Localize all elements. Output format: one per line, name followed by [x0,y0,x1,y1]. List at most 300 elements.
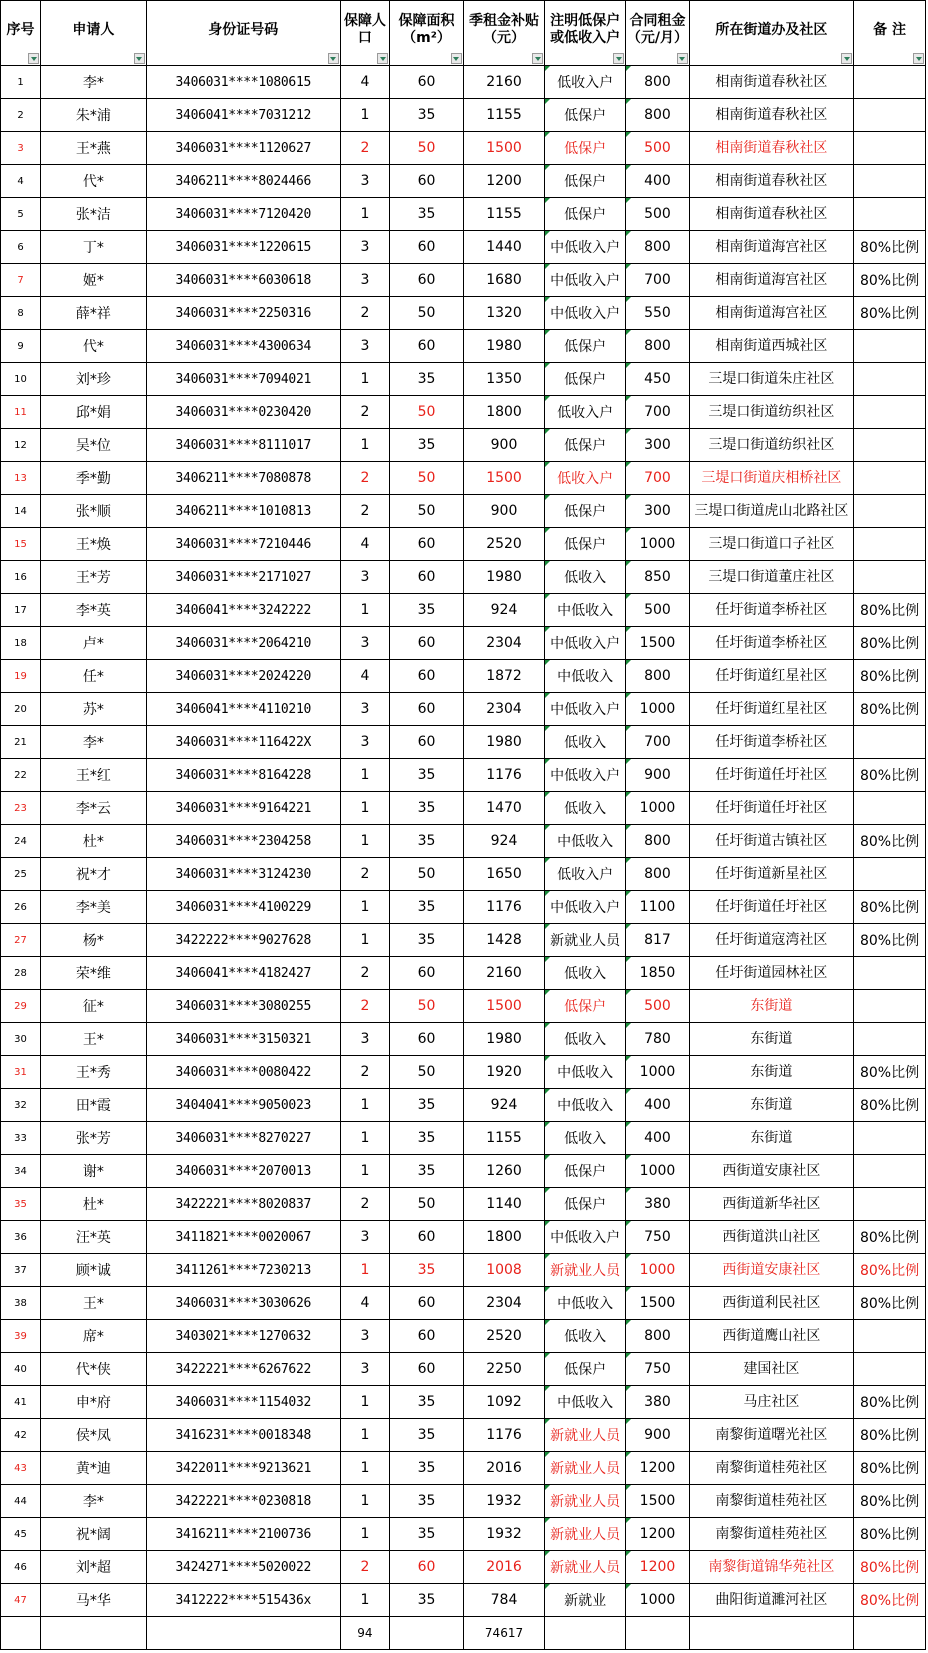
cell-sub[interactable]: 1092 [463,1386,544,1419]
cell-id[interactable]: 3406211****8024466 [146,165,340,198]
cell-area[interactable]: 60 [390,957,464,990]
cell-no[interactable]: 33 [1,1122,41,1155]
cell-sub[interactable]: 900 [463,495,544,528]
cell-name[interactable]: 邱*娟 [41,396,147,429]
cell-pop[interactable]: 1 [340,759,389,792]
cell-id[interactable]: 3406031****3080255 [146,990,340,1023]
cell-note[interactable] [854,66,926,99]
cell-id[interactable]: 3406031****2250316 [146,297,340,330]
cell-name[interactable]: 汪*英 [41,1221,147,1254]
cell-pop[interactable]: 1 [340,891,389,924]
cell-addr[interactable]: 任圩街道寇湾社区 [689,924,853,957]
cell-cat[interactable]: 低保户 [545,132,626,165]
cell-no[interactable]: 12 [1,429,41,462]
total-cell[interactable] [626,1617,690,1650]
cell-note[interactable]: 80%比例 [854,1287,926,1320]
cell-name[interactable]: 荣*维 [41,957,147,990]
cell-no[interactable]: 10 [1,363,41,396]
total-cell[interactable] [854,1617,926,1650]
cell-rent[interactable]: 1500 [626,627,690,660]
cell-name[interactable]: 祝*才 [41,858,147,891]
cell-pop[interactable]: 1 [340,1254,389,1287]
cell-rent[interactable]: 800 [626,825,690,858]
cell-id[interactable]: 3406041****7031212 [146,99,340,132]
cell-name[interactable]: 征* [41,990,147,1023]
cell-id[interactable]: 3422222****9027628 [146,924,340,957]
cell-name[interactable]: 任* [41,660,147,693]
cell-name[interactable]: 薛*祥 [41,297,147,330]
cell-rent[interactable]: 1000 [626,528,690,561]
cell-addr[interactable]: 曲阳街道濉河社区 [689,1584,853,1617]
cell-pop[interactable]: 1 [340,1386,389,1419]
cell-id[interactable]: 3406041****4110210 [146,693,340,726]
cell-area[interactable]: 35 [390,1386,464,1419]
cell-cat[interactable]: 中低收入户 [545,759,626,792]
cell-no[interactable]: 28 [1,957,41,990]
cell-area[interactable]: 35 [390,198,464,231]
cell-rent[interactable]: 1200 [626,1551,690,1584]
cell-name[interactable]: 吴*位 [41,429,147,462]
cell-note[interactable]: 80%比例 [854,627,926,660]
cell-id[interactable]: 3403021****1270632 [146,1320,340,1353]
cell-no[interactable]: 24 [1,825,41,858]
cell-area[interactable]: 60 [390,66,464,99]
cell-addr[interactable]: 任圩街道园林社区 [689,957,853,990]
cell-sub[interactable]: 1440 [463,231,544,264]
cell-addr[interactable]: 任圩街道李桥社区 [689,627,853,660]
filter-dropdown-icon[interactable] [613,53,624,64]
cell-addr[interactable]: 相南街道春秋社区 [689,99,853,132]
total-cell[interactable] [545,1617,626,1650]
cell-addr[interactable]: 东街道 [689,1056,853,1089]
cell-pop[interactable]: 1 [340,924,389,957]
cell-name[interactable]: 李* [41,726,147,759]
total-cell[interactable] [390,1617,464,1650]
cell-name[interactable]: 李*英 [41,594,147,627]
cell-no[interactable]: 9 [1,330,41,363]
cell-cat[interactable]: 低保户 [545,330,626,363]
cell-sub[interactable]: 1176 [463,1419,544,1452]
cell-id[interactable]: 3406031****1120627 [146,132,340,165]
cell-note[interactable]: 80%比例 [854,1254,926,1287]
cell-rent[interactable]: 300 [626,429,690,462]
cell-note[interactable] [854,858,926,891]
cell-sub[interactable]: 1500 [463,990,544,1023]
cell-addr[interactable]: 三堤口街道口子社区 [689,528,853,561]
total-cell[interactable] [146,1617,340,1650]
cell-addr[interactable]: 相南街道春秋社区 [689,165,853,198]
cell-rent[interactable]: 900 [626,759,690,792]
cell-note[interactable]: 80%比例 [854,1452,926,1485]
cell-rent[interactable]: 380 [626,1188,690,1221]
cell-pop[interactable]: 3 [340,330,389,363]
cell-rent[interactable]: 700 [626,726,690,759]
cell-pop[interactable]: 3 [340,1023,389,1056]
cell-name[interactable]: 张*洁 [41,198,147,231]
cell-no[interactable]: 42 [1,1419,41,1452]
cell-rent[interactable]: 750 [626,1221,690,1254]
cell-sub[interactable]: 1680 [463,264,544,297]
cell-no[interactable]: 13 [1,462,41,495]
cell-cat[interactable]: 低收入 [545,561,626,594]
cell-pop[interactable]: 2 [340,396,389,429]
cell-pop[interactable]: 1 [340,1518,389,1551]
cell-pop[interactable]: 3 [340,1353,389,1386]
cell-rent[interactable]: 500 [626,594,690,627]
cell-id[interactable]: 3412222****515436x [146,1584,340,1617]
cell-addr[interactable]: 三堤口街道庆相桥社区 [689,462,853,495]
cell-cat[interactable]: 低保户 [545,528,626,561]
cell-addr[interactable]: 西街道洪山社区 [689,1221,853,1254]
cell-area[interactable]: 35 [390,429,464,462]
cell-sub[interactable]: 1470 [463,792,544,825]
cell-area[interactable]: 60 [390,1221,464,1254]
cell-note[interactable] [854,462,926,495]
cell-note[interactable] [854,1188,926,1221]
cell-cat[interactable]: 低保户 [545,429,626,462]
cell-addr[interactable]: 南黎街道桂苑社区 [689,1518,853,1551]
cell-no[interactable]: 5 [1,198,41,231]
cell-pop[interactable]: 1 [340,198,389,231]
cell-sub[interactable]: 2304 [463,1287,544,1320]
cell-pop[interactable]: 1 [340,1485,389,1518]
cell-area[interactable]: 60 [390,693,464,726]
cell-area[interactable]: 35 [390,1485,464,1518]
cell-note[interactable]: 80%比例 [854,231,926,264]
cell-name[interactable]: 刘*超 [41,1551,147,1584]
cell-pop[interactable]: 3 [340,264,389,297]
cell-cat[interactable]: 中低收入 [545,660,626,693]
cell-area[interactable]: 35 [390,363,464,396]
cell-cat[interactable]: 中低收入户 [545,627,626,660]
cell-id[interactable]: 3406031****9164221 [146,792,340,825]
cell-pop[interactable]: 1 [340,594,389,627]
total-pop[interactable]: 94 [340,1617,389,1650]
cell-rent[interactable]: 450 [626,363,690,396]
cell-note[interactable] [854,99,926,132]
cell-cat[interactable]: 中低收入户 [545,1221,626,1254]
cell-note[interactable] [854,528,926,561]
total-cell[interactable] [1,1617,41,1650]
cell-pop[interactable]: 4 [340,1287,389,1320]
cell-sub[interactable]: 924 [463,1089,544,1122]
cell-no[interactable]: 46 [1,1551,41,1584]
cell-area[interactable]: 50 [390,1056,464,1089]
cell-rent[interactable]: 800 [626,858,690,891]
cell-rent[interactable]: 800 [626,99,690,132]
cell-pop[interactable]: 2 [340,297,389,330]
cell-id[interactable]: 3404041****9050023 [146,1089,340,1122]
cell-no[interactable]: 36 [1,1221,41,1254]
filter-dropdown-icon[interactable] [377,53,388,64]
filter-dropdown-icon[interactable] [532,53,543,64]
cell-sub[interactable]: 1980 [463,726,544,759]
cell-cat[interactable]: 低收入 [545,1122,626,1155]
cell-cat[interactable]: 中低收入 [545,1386,626,1419]
cell-cat[interactable]: 低保户 [545,198,626,231]
cell-addr[interactable]: 南黎街道曙光社区 [689,1419,853,1452]
cell-pop[interactable]: 2 [340,462,389,495]
cell-no[interactable]: 15 [1,528,41,561]
cell-addr[interactable]: 任圩街道任圩社区 [689,792,853,825]
cell-cat[interactable]: 低收入 [545,1023,626,1056]
cell-rent[interactable]: 780 [626,1023,690,1056]
cell-rent[interactable]: 800 [626,660,690,693]
cell-cat[interactable]: 低收入户 [545,66,626,99]
cell-cat[interactable]: 新就业人员 [545,1518,626,1551]
cell-no[interactable]: 31 [1,1056,41,1089]
cell-sub[interactable]: 1800 [463,396,544,429]
cell-id[interactable]: 3406031****0230420 [146,396,340,429]
cell-note[interactable]: 80%比例 [854,1584,926,1617]
cell-area[interactable]: 60 [390,726,464,759]
cell-area[interactable]: 50 [390,990,464,1023]
cell-cat[interactable]: 低保户 [545,99,626,132]
cell-id[interactable]: 3406031****8164228 [146,759,340,792]
cell-addr[interactable]: 东街道 [689,990,853,1023]
cell-note[interactable]: 80%比例 [854,297,926,330]
cell-sub[interactable]: 900 [463,429,544,462]
cell-cat[interactable]: 低保户 [545,1353,626,1386]
cell-addr[interactable]: 相南街道海宫社区 [689,264,853,297]
cell-sub[interactable]: 1800 [463,1221,544,1254]
cell-no[interactable]: 2 [1,99,41,132]
cell-addr[interactable]: 南黎街道锦华苑社区 [689,1551,853,1584]
cell-note[interactable]: 80%比例 [854,1089,926,1122]
cell-cat[interactable]: 低收入户 [545,462,626,495]
cell-cat[interactable]: 中低收入 [545,825,626,858]
cell-cat[interactable]: 新就业 [545,1584,626,1617]
cell-id[interactable]: 3411821****0020067 [146,1221,340,1254]
cell-name[interactable]: 杜* [41,1188,147,1221]
cell-cat[interactable]: 新就业人员 [545,1254,626,1287]
filter-dropdown-icon[interactable] [134,53,145,64]
filter-dropdown-icon[interactable] [913,53,924,64]
cell-id[interactable]: 3406031****3030626 [146,1287,340,1320]
cell-id[interactable]: 3416231****0018348 [146,1419,340,1452]
cell-id[interactable]: 3406031****1080615 [146,66,340,99]
cell-area[interactable]: 60 [390,1551,464,1584]
cell-id[interactable]: 3422221****6267622 [146,1353,340,1386]
cell-cat[interactable]: 中低收入 [545,1056,626,1089]
cell-pop[interactable]: 1 [340,429,389,462]
cell-sub[interactable]: 2304 [463,627,544,660]
cell-id[interactable]: 3406031****6030618 [146,264,340,297]
cell-cat[interactable]: 中低收入户 [545,264,626,297]
cell-id[interactable]: 3422221****8020837 [146,1188,340,1221]
cell-name[interactable]: 王*芳 [41,561,147,594]
cell-name[interactable]: 苏* [41,693,147,726]
cell-name[interactable]: 王*秀 [41,1056,147,1089]
cell-area[interactable]: 50 [390,495,464,528]
cell-id[interactable]: 3406031****2304258 [146,825,340,858]
cell-rent[interactable]: 700 [626,462,690,495]
cell-cat[interactable]: 新就业人员 [545,924,626,957]
cell-rent[interactable]: 800 [626,231,690,264]
cell-area[interactable]: 50 [390,297,464,330]
cell-no[interactable]: 4 [1,165,41,198]
cell-no[interactable]: 32 [1,1089,41,1122]
filter-dropdown-icon[interactable] [328,53,339,64]
cell-note[interactable]: 80%比例 [854,825,926,858]
cell-area[interactable]: 60 [390,330,464,363]
cell-pop[interactable]: 1 [340,1452,389,1485]
cell-note[interactable]: 80%比例 [854,1386,926,1419]
cell-id[interactable]: 3406031****0080422 [146,1056,340,1089]
cell-addr[interactable]: 任圩街道新星社区 [689,858,853,891]
cell-no[interactable]: 37 [1,1254,41,1287]
cell-name[interactable]: 李* [41,66,147,99]
cell-note[interactable]: 80%比例 [854,1485,926,1518]
total-cell[interactable] [689,1617,853,1650]
cell-note[interactable]: 80%比例 [854,264,926,297]
cell-addr[interactable]: 相南街道海宫社区 [689,297,853,330]
cell-no[interactable]: 21 [1,726,41,759]
cell-id[interactable]: 3406031****4100229 [146,891,340,924]
cell-area[interactable]: 60 [390,1320,464,1353]
cell-pop[interactable]: 3 [340,231,389,264]
cell-no[interactable]: 35 [1,1188,41,1221]
cell-note[interactable] [854,330,926,363]
cell-sub[interactable]: 1320 [463,297,544,330]
cell-id[interactable]: 3406031****7094021 [146,363,340,396]
cell-addr[interactable]: 任圩街道李桥社区 [689,726,853,759]
cell-sub[interactable]: 1140 [463,1188,544,1221]
cell-note[interactable]: 80%比例 [854,1551,926,1584]
cell-name[interactable]: 席* [41,1320,147,1353]
cell-name[interactable]: 王*燕 [41,132,147,165]
cell-no[interactable]: 18 [1,627,41,660]
cell-id[interactable]: 3416211****2100736 [146,1518,340,1551]
cell-sub[interactable]: 1176 [463,759,544,792]
cell-area[interactable]: 35 [390,594,464,627]
cell-cat[interactable]: 低收入 [545,726,626,759]
filter-dropdown-icon[interactable] [677,53,688,64]
cell-sub[interactable]: 1920 [463,1056,544,1089]
cell-name[interactable]: 李*云 [41,792,147,825]
cell-note[interactable]: 80%比例 [854,1419,926,1452]
cell-addr[interactable]: 任圩街道任圩社区 [689,891,853,924]
cell-addr[interactable]: 东街道 [689,1023,853,1056]
cell-cat[interactable]: 低收入 [545,957,626,990]
cell-sub[interactable]: 1932 [463,1518,544,1551]
cell-area[interactable]: 35 [390,99,464,132]
cell-note[interactable] [854,132,926,165]
cell-addr[interactable]: 三堤口街道朱庄社区 [689,363,853,396]
cell-cat[interactable]: 新就业人员 [545,1485,626,1518]
cell-area[interactable]: 50 [390,396,464,429]
cell-no[interactable]: 41 [1,1386,41,1419]
cell-sub[interactable]: 1980 [463,330,544,363]
cell-sub[interactable]: 1155 [463,99,544,132]
cell-addr[interactable]: 任圩街道李桥社区 [689,594,853,627]
cell-sub[interactable]: 784 [463,1584,544,1617]
cell-no[interactable]: 7 [1,264,41,297]
cell-cat[interactable]: 低收入户 [545,396,626,429]
cell-name[interactable]: 王*红 [41,759,147,792]
cell-note[interactable] [854,429,926,462]
cell-cat[interactable]: 低收入户 [545,858,626,891]
cell-addr[interactable]: 相南街道春秋社区 [689,132,853,165]
cell-cat[interactable]: 中低收入户 [545,231,626,264]
cell-pop[interactable]: 2 [340,858,389,891]
cell-sub[interactable]: 1260 [463,1155,544,1188]
cell-area[interactable]: 60 [390,231,464,264]
cell-addr[interactable]: 东街道 [689,1122,853,1155]
cell-pop[interactable]: 3 [340,1320,389,1353]
cell-name[interactable]: 杨* [41,924,147,957]
cell-no[interactable]: 19 [1,660,41,693]
cell-cat[interactable]: 中低收入 [545,1287,626,1320]
cell-area[interactable]: 50 [390,132,464,165]
cell-rent[interactable]: 700 [626,396,690,429]
cell-pop[interactable]: 1 [340,1122,389,1155]
cell-no[interactable]: 22 [1,759,41,792]
cell-no[interactable]: 16 [1,561,41,594]
cell-sub[interactable]: 2520 [463,528,544,561]
cell-no[interactable]: 1 [1,66,41,99]
cell-rent[interactable]: 750 [626,1353,690,1386]
cell-area[interactable]: 60 [390,528,464,561]
cell-pop[interactable]: 1 [340,825,389,858]
cell-no[interactable]: 44 [1,1485,41,1518]
cell-cat[interactable]: 低保户 [545,990,626,1023]
cell-rent[interactable]: 850 [626,561,690,594]
cell-no[interactable]: 11 [1,396,41,429]
cell-cat[interactable]: 低收入 [545,792,626,825]
cell-sub[interactable]: 1650 [463,858,544,891]
cell-name[interactable]: 李* [41,1485,147,1518]
cell-addr[interactable]: 西街道安康社区 [689,1155,853,1188]
cell-id[interactable]: 3422221****0230818 [146,1485,340,1518]
cell-note[interactable] [854,561,926,594]
cell-sub[interactable]: 2160 [463,66,544,99]
cell-rent[interactable]: 800 [626,330,690,363]
cell-sub[interactable]: 1500 [463,132,544,165]
cell-note[interactable]: 80%比例 [854,759,926,792]
cell-no[interactable]: 6 [1,231,41,264]
cell-rent[interactable]: 1200 [626,1452,690,1485]
cell-cat[interactable]: 中低收入户 [545,693,626,726]
cell-id[interactable]: 3406041****4182427 [146,957,340,990]
cell-rent[interactable]: 700 [626,264,690,297]
cell-note[interactable] [854,990,926,1023]
cell-area[interactable]: 60 [390,660,464,693]
cell-note[interactable] [854,957,926,990]
cell-id[interactable]: 3406211****1010813 [146,495,340,528]
cell-cat[interactable]: 低收入 [545,1320,626,1353]
cell-area[interactable]: 35 [390,792,464,825]
cell-sub[interactable]: 1155 [463,1122,544,1155]
cell-id[interactable]: 3424271****5020022 [146,1551,340,1584]
cell-rent[interactable]: 500 [626,198,690,231]
cell-pop[interactable]: 2 [340,1551,389,1584]
cell-no[interactable]: 30 [1,1023,41,1056]
cell-sub[interactable]: 1155 [463,198,544,231]
cell-sub[interactable]: 2160 [463,957,544,990]
cell-rent[interactable]: 1500 [626,1485,690,1518]
cell-pop[interactable]: 2 [340,132,389,165]
cell-cat[interactable]: 低保户 [545,1155,626,1188]
cell-area[interactable]: 35 [390,759,464,792]
cell-area[interactable]: 35 [390,924,464,957]
cell-sub[interactable]: 924 [463,825,544,858]
cell-sub[interactable]: 2016 [463,1551,544,1584]
cell-rent[interactable]: 817 [626,924,690,957]
cell-no[interactable]: 39 [1,1320,41,1353]
cell-sub[interactable]: 1176 [463,891,544,924]
cell-pop[interactable]: 1 [340,1584,389,1617]
